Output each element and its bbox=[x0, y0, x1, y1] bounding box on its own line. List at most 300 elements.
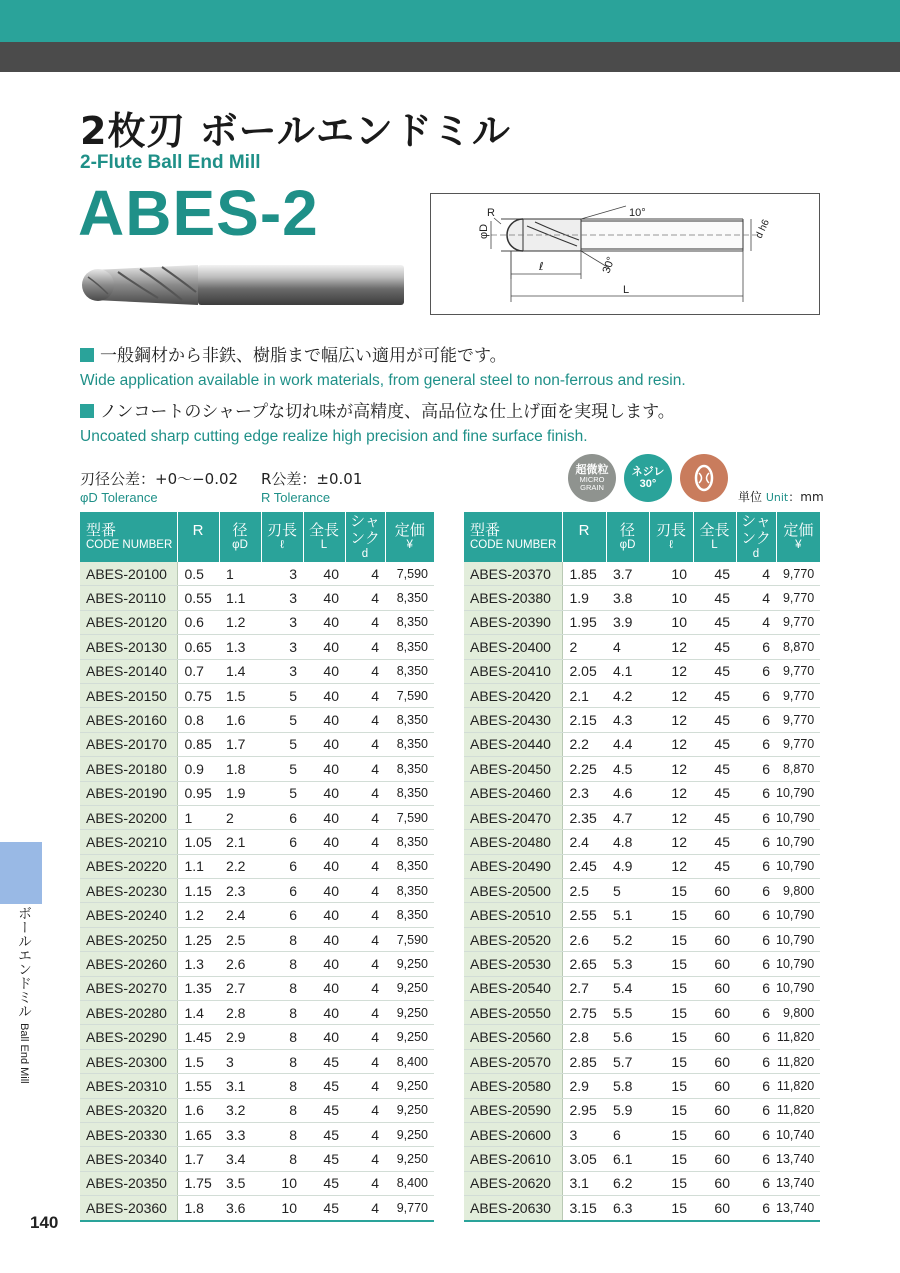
cell-flute-length: 10 bbox=[649, 562, 693, 586]
cell-flute-length: 6 bbox=[261, 830, 303, 854]
column-header-jp: 全長 bbox=[699, 521, 730, 539]
cell-price: 8,350 bbox=[385, 732, 434, 756]
cell-flute-length: 3 bbox=[261, 586, 303, 610]
cell-price: 9,250 bbox=[385, 1074, 434, 1098]
cell-shank: 4 bbox=[345, 854, 385, 878]
cell-radius: 1.65 bbox=[177, 1122, 219, 1146]
cell-code: ABES-20290 bbox=[80, 1025, 177, 1049]
cell-diameter: 1.7 bbox=[219, 732, 261, 756]
cell-radius: 0.65 bbox=[177, 635, 219, 659]
table-row bbox=[80, 1147, 434, 1171]
cell-overall-length: 45 bbox=[693, 805, 736, 829]
diameter-tolerance-en: φD Tolerance bbox=[80, 490, 158, 505]
cell-radius: 0.5 bbox=[177, 562, 219, 586]
cell-shank: 6 bbox=[736, 1196, 776, 1221]
cell-overall-length: 40 bbox=[303, 781, 345, 805]
table-row bbox=[464, 952, 820, 976]
cell-diameter: 6.2 bbox=[606, 1171, 649, 1195]
cell-diameter: 5.6 bbox=[606, 1025, 649, 1049]
feature-1 bbox=[80, 341, 686, 390]
column-header-jp: 定価 bbox=[783, 521, 814, 539]
cell-shank: 4 bbox=[345, 805, 385, 829]
cell-shank: 4 bbox=[345, 1049, 385, 1073]
column-header-jp: 径 bbox=[619, 521, 635, 539]
cell-overall-length: 40 bbox=[303, 903, 345, 927]
column-header-en bbox=[178, 539, 219, 552]
cell-diameter: 4.2 bbox=[606, 683, 649, 707]
cell-shank: 4 bbox=[345, 1122, 385, 1146]
cell-overall-length: 40 bbox=[303, 659, 345, 683]
table-body bbox=[80, 562, 434, 1221]
column-header-jp: R bbox=[578, 521, 590, 539]
cell-price: 9,770 bbox=[776, 610, 820, 634]
cell-radius: 2.8 bbox=[562, 1025, 606, 1049]
cell-flute-length: 3 bbox=[261, 610, 303, 634]
page-number: 140 bbox=[30, 1213, 59, 1232]
cell-overall-length: 45 bbox=[303, 1171, 345, 1195]
cell-overall-length: 45 bbox=[693, 854, 736, 878]
uncoated-material-icon bbox=[689, 463, 719, 493]
cell-price: 9,770 bbox=[776, 683, 820, 707]
cell-shank: 4 bbox=[736, 586, 776, 610]
header-band-gray bbox=[0, 42, 900, 72]
cell-diameter: 5 bbox=[606, 879, 649, 903]
cell-price: 7,590 bbox=[385, 683, 434, 707]
cell-code: ABES-20260 bbox=[80, 952, 177, 976]
cell-price: 10,790 bbox=[776, 927, 820, 951]
cell-price: 9,250 bbox=[385, 952, 434, 976]
cell-flute-length: 8 bbox=[261, 952, 303, 976]
cell-diameter: 4.8 bbox=[606, 830, 649, 854]
cell-code: ABES-20580 bbox=[464, 1074, 562, 1098]
diagram-label-shank: d h6 bbox=[753, 217, 772, 241]
table-row bbox=[464, 805, 820, 829]
table-row bbox=[464, 903, 820, 927]
table-row bbox=[80, 708, 434, 732]
cell-radius: 1.4 bbox=[177, 1001, 219, 1025]
cell-code: ABES-20420 bbox=[464, 683, 562, 707]
product-model: ABES-2 bbox=[78, 177, 319, 249]
cell-code: ABES-20190 bbox=[80, 781, 177, 805]
cell-code: ABES-20410 bbox=[464, 659, 562, 683]
cell-shank: 4 bbox=[345, 830, 385, 854]
cell-flute-length: 15 bbox=[649, 1074, 693, 1098]
column-header-jp: R bbox=[192, 521, 204, 539]
cell-flute-length: 12 bbox=[649, 732, 693, 756]
micro-grain-badge-jp: 超微粒 bbox=[575, 463, 609, 477]
table-row bbox=[464, 854, 820, 878]
cell-radius: 2.05 bbox=[562, 659, 606, 683]
micro-grain-badge-icon bbox=[568, 454, 616, 502]
cell-flute-length: 10 bbox=[261, 1196, 303, 1221]
column-header-en: d bbox=[752, 547, 760, 560]
cell-price: 11,820 bbox=[776, 1074, 820, 1098]
table-row bbox=[80, 781, 434, 805]
cell-flute-length: 12 bbox=[649, 659, 693, 683]
helix-angle-badge-value: 30° bbox=[639, 478, 657, 490]
cell-code: ABES-20400 bbox=[464, 635, 562, 659]
cell-diameter: 2.1 bbox=[219, 830, 261, 854]
cell-diameter: 3.5 bbox=[219, 1171, 261, 1195]
cell-overall-length: 60 bbox=[693, 1196, 736, 1221]
end-mill-image bbox=[78, 262, 408, 310]
cell-radius: 1.85 bbox=[562, 562, 606, 586]
table-row bbox=[464, 1074, 820, 1098]
cell-price: 8,350 bbox=[385, 635, 434, 659]
cell-diameter: 1.9 bbox=[219, 781, 261, 805]
cell-flute-length: 15 bbox=[649, 927, 693, 951]
cell-diameter: 1.3 bbox=[219, 635, 261, 659]
column-header bbox=[464, 512, 562, 562]
cell-code: ABES-20270 bbox=[80, 976, 177, 1000]
cell-overall-length: 60 bbox=[693, 927, 736, 951]
table-row bbox=[464, 1171, 820, 1195]
cell-code: ABES-20220 bbox=[80, 854, 177, 878]
unit-note bbox=[738, 488, 824, 505]
cell-flute-length: 8 bbox=[261, 1025, 303, 1049]
cell-diameter: 5.5 bbox=[606, 1001, 649, 1025]
cell-flute-length: 6 bbox=[261, 805, 303, 829]
cell-radius: 0.6 bbox=[177, 610, 219, 634]
cell-diameter: 1 bbox=[219, 562, 261, 586]
cell-diameter: 3.8 bbox=[606, 586, 649, 610]
cell-radius: 2.7 bbox=[562, 976, 606, 1000]
cell-shank: 4 bbox=[345, 879, 385, 903]
cell-radius: 1.3 bbox=[177, 952, 219, 976]
cell-shank: 4 bbox=[345, 927, 385, 951]
column-header bbox=[261, 512, 303, 562]
cell-diameter: 3.4 bbox=[219, 1147, 261, 1171]
cell-radius: 0.75 bbox=[177, 683, 219, 707]
table-row bbox=[464, 635, 820, 659]
cell-shank: 6 bbox=[736, 732, 776, 756]
diagram-label-angle-10: 10° bbox=[629, 207, 646, 219]
cell-price: 8,400 bbox=[385, 1171, 434, 1195]
cell-price: 9,770 bbox=[776, 562, 820, 586]
column-header-en: L bbox=[711, 539, 718, 552]
cell-radius: 2.1 bbox=[562, 683, 606, 707]
table-row bbox=[80, 1196, 434, 1221]
cell-radius: 1.45 bbox=[177, 1025, 219, 1049]
cell-flute-length: 6 bbox=[261, 879, 303, 903]
cell-radius: 2.45 bbox=[562, 854, 606, 878]
cell-radius: 0.95 bbox=[177, 781, 219, 805]
cell-shank: 4 bbox=[345, 1001, 385, 1025]
cell-price: 10,790 bbox=[776, 976, 820, 1000]
radius-tolerance-jp: R公差：±0.01 bbox=[261, 470, 363, 488]
cell-radius: 2.3 bbox=[562, 781, 606, 805]
micro-grain-badge-en-2: GRAIN bbox=[580, 482, 604, 492]
bullet-square-icon bbox=[80, 348, 94, 362]
table-row bbox=[464, 1025, 820, 1049]
cell-flute-length: 5 bbox=[261, 683, 303, 707]
cell-overall-length: 45 bbox=[693, 781, 736, 805]
cell-overall-length: 40 bbox=[303, 927, 345, 951]
cell-diameter: 2.8 bbox=[219, 1001, 261, 1025]
cell-overall-length: 40 bbox=[303, 708, 345, 732]
cell-flute-length: 12 bbox=[649, 805, 693, 829]
column-header bbox=[693, 512, 736, 562]
cell-shank: 6 bbox=[736, 708, 776, 732]
table-row bbox=[80, 562, 434, 586]
cell-price: 11,820 bbox=[776, 1049, 820, 1073]
cell-radius: 2.25 bbox=[562, 757, 606, 781]
cell-flute-length: 3 bbox=[261, 562, 303, 586]
cell-code: ABES-20150 bbox=[80, 683, 177, 707]
feature-2-jp: ノンコートのシャープな切れ味が高精度、高品位な仕上げ面を実現します。 bbox=[100, 402, 675, 422]
cell-price: 8,350 bbox=[385, 757, 434, 781]
cell-diameter: 3.9 bbox=[606, 610, 649, 634]
table-row bbox=[80, 586, 434, 610]
table-row bbox=[80, 1074, 434, 1098]
cell-overall-length: 45 bbox=[303, 1122, 345, 1146]
feature-2-en: Uncoated sharp cutting edge realize high precision and fine surface finish. bbox=[80, 428, 588, 445]
cell-flute-length: 15 bbox=[649, 1098, 693, 1122]
diagram-label-angle-30: 30° bbox=[600, 255, 618, 276]
cell-radius: 0.8 bbox=[177, 708, 219, 732]
cell-code: ABES-20610 bbox=[464, 1147, 562, 1171]
table-row bbox=[464, 683, 820, 707]
cell-code: ABES-20110 bbox=[80, 586, 177, 610]
cell-diameter: 2.3 bbox=[219, 879, 261, 903]
cell-overall-length: 60 bbox=[693, 1049, 736, 1073]
cell-radius: 1.05 bbox=[177, 830, 219, 854]
column-header-en: CODE NUMBER bbox=[86, 539, 173, 552]
cell-flute-length: 15 bbox=[649, 1171, 693, 1195]
table-row bbox=[80, 1171, 434, 1195]
cell-diameter: 1.2 bbox=[219, 610, 261, 634]
table-row bbox=[464, 610, 820, 634]
cell-radius: 2.95 bbox=[562, 1098, 606, 1122]
table-row bbox=[80, 1098, 434, 1122]
cell-diameter: 5.9 bbox=[606, 1098, 649, 1122]
cell-radius: 2.2 bbox=[562, 732, 606, 756]
cell-price: 9,800 bbox=[776, 879, 820, 903]
table-row bbox=[464, 1196, 820, 1221]
radius-tolerance bbox=[261, 468, 362, 505]
cell-price: 9,250 bbox=[385, 976, 434, 1000]
column-header-en: φD bbox=[232, 539, 248, 552]
cell-radius: 0.9 bbox=[177, 757, 219, 781]
cell-radius: 2.55 bbox=[562, 903, 606, 927]
cell-diameter: 2 bbox=[219, 805, 261, 829]
cell-overall-length: 60 bbox=[693, 1122, 736, 1146]
cell-shank: 4 bbox=[736, 562, 776, 586]
cell-overall-length: 60 bbox=[693, 952, 736, 976]
cell-diameter: 2.6 bbox=[219, 952, 261, 976]
cell-diameter: 3.3 bbox=[219, 1122, 261, 1146]
cell-code: ABES-20120 bbox=[80, 610, 177, 634]
cell-shank: 4 bbox=[736, 610, 776, 634]
cell-flute-length: 3 bbox=[261, 659, 303, 683]
table-row bbox=[80, 903, 434, 927]
cell-flute-length: 12 bbox=[649, 683, 693, 707]
cell-shank: 6 bbox=[736, 830, 776, 854]
cell-overall-length: 45 bbox=[693, 757, 736, 781]
cell-price: 8,400 bbox=[385, 1049, 434, 1073]
cell-diameter: 4 bbox=[606, 635, 649, 659]
cell-code: ABES-20170 bbox=[80, 732, 177, 756]
spec-table-right bbox=[464, 512, 820, 1222]
cell-price: 10,790 bbox=[776, 830, 820, 854]
cell-diameter: 5.8 bbox=[606, 1074, 649, 1098]
cell-radius: 1.9 bbox=[562, 586, 606, 610]
cell-price: 8,350 bbox=[385, 781, 434, 805]
table-row bbox=[80, 830, 434, 854]
table-row bbox=[80, 879, 434, 903]
cell-price: 9,800 bbox=[776, 1001, 820, 1025]
helix-angle-badge-icon bbox=[624, 454, 672, 502]
cell-shank: 6 bbox=[736, 1074, 776, 1098]
cell-diameter: 5.4 bbox=[606, 976, 649, 1000]
cell-diameter: 1.5 bbox=[219, 683, 261, 707]
column-header bbox=[562, 512, 606, 562]
cell-code: ABES-20490 bbox=[464, 854, 562, 878]
cell-shank: 4 bbox=[345, 976, 385, 1000]
cell-overall-length: 40 bbox=[303, 805, 345, 829]
cell-code: ABES-20450 bbox=[464, 757, 562, 781]
section-side-tab bbox=[0, 842, 42, 904]
column-header bbox=[385, 512, 434, 562]
cell-code: ABES-20370 bbox=[464, 562, 562, 586]
cell-flute-length: 5 bbox=[261, 781, 303, 805]
cell-flute-length: 15 bbox=[649, 1122, 693, 1146]
cell-price: 8,870 bbox=[776, 635, 820, 659]
cell-shank: 4 bbox=[345, 586, 385, 610]
cell-radius: 1 bbox=[177, 805, 219, 829]
cell-shank: 4 bbox=[345, 1074, 385, 1098]
cell-overall-length: 40 bbox=[303, 610, 345, 634]
cell-radius: 2.35 bbox=[562, 805, 606, 829]
cell-code: ABES-20510 bbox=[464, 903, 562, 927]
cell-flute-length: 15 bbox=[649, 1001, 693, 1025]
cell-shank: 6 bbox=[736, 683, 776, 707]
cell-diameter: 2.5 bbox=[219, 927, 261, 951]
cell-radius: 1.1 bbox=[177, 854, 219, 878]
column-header-en: φD bbox=[619, 539, 636, 552]
cell-price: 10,790 bbox=[776, 805, 820, 829]
cell-price: 13,740 bbox=[776, 1196, 820, 1221]
column-header-jp: 刃長 bbox=[655, 521, 686, 539]
table-row bbox=[80, 757, 434, 781]
cell-code: ABES-20380 bbox=[464, 586, 562, 610]
table-row bbox=[80, 683, 434, 707]
cell-overall-length: 60 bbox=[693, 879, 736, 903]
cell-code: ABES-20620 bbox=[464, 1171, 562, 1195]
cell-code: ABES-20600 bbox=[464, 1122, 562, 1146]
unit-value: ：mm bbox=[788, 490, 824, 504]
cell-code: ABES-20160 bbox=[80, 708, 177, 732]
cell-diameter: 2.4 bbox=[219, 903, 261, 927]
cell-code: ABES-20340 bbox=[80, 1147, 177, 1171]
column-header-jp: 径 bbox=[232, 521, 248, 539]
cell-overall-length: 45 bbox=[693, 708, 736, 732]
cell-overall-length: 45 bbox=[303, 1098, 345, 1122]
column-header-en: ¥ bbox=[795, 539, 802, 552]
spec-table-left bbox=[80, 512, 434, 1222]
cell-price: 13,740 bbox=[776, 1147, 820, 1171]
cell-code: ABES-20560 bbox=[464, 1025, 562, 1049]
column-header-en bbox=[563, 539, 606, 552]
cell-overall-length: 60 bbox=[693, 1171, 736, 1195]
table-row bbox=[464, 830, 820, 854]
cell-diameter: 5.3 bbox=[606, 952, 649, 976]
cell-diameter: 3 bbox=[219, 1049, 261, 1073]
cell-overall-length: 40 bbox=[303, 1001, 345, 1025]
column-header bbox=[303, 512, 345, 562]
cell-price: 7,590 bbox=[385, 562, 434, 586]
column-header-jp: 型番 bbox=[86, 521, 117, 539]
cell-radius: 2.85 bbox=[562, 1049, 606, 1073]
table-row bbox=[464, 757, 820, 781]
cell-overall-length: 45 bbox=[693, 830, 736, 854]
table-row bbox=[464, 708, 820, 732]
cell-diameter: 2.2 bbox=[219, 854, 261, 878]
cell-shank: 4 bbox=[345, 1196, 385, 1221]
column-header bbox=[219, 512, 261, 562]
column-header-en: CODE NUMBER bbox=[470, 539, 557, 552]
table-row bbox=[80, 1025, 434, 1049]
column-header bbox=[736, 512, 776, 562]
table-row bbox=[464, 976, 820, 1000]
cell-overall-length: 45 bbox=[693, 683, 736, 707]
cell-code: ABES-20320 bbox=[80, 1098, 177, 1122]
cell-shank: 6 bbox=[736, 1025, 776, 1049]
cell-price: 8,350 bbox=[385, 854, 434, 878]
column-header-jp: 刃長 bbox=[266, 521, 297, 539]
cell-code: ABES-20200 bbox=[80, 805, 177, 829]
cell-flute-length: 8 bbox=[261, 1074, 303, 1098]
cell-overall-length: 60 bbox=[693, 1001, 736, 1025]
cell-code: ABES-20240 bbox=[80, 903, 177, 927]
unit-label-en: Unit bbox=[765, 491, 789, 504]
cell-diameter: 1.8 bbox=[219, 757, 261, 781]
cell-flute-length: 12 bbox=[649, 708, 693, 732]
cell-diameter: 5.7 bbox=[606, 1049, 649, 1073]
cell-overall-length: 40 bbox=[303, 830, 345, 854]
cell-diameter: 2.9 bbox=[219, 1025, 261, 1049]
cell-shank: 4 bbox=[345, 1025, 385, 1049]
cell-radius: 2.9 bbox=[562, 1074, 606, 1098]
cell-shank: 4 bbox=[345, 635, 385, 659]
cell-flute-length: 8 bbox=[261, 1122, 303, 1146]
cell-flute-length: 8 bbox=[261, 927, 303, 951]
column-header bbox=[649, 512, 693, 562]
cell-price: 10,790 bbox=[776, 854, 820, 878]
cell-diameter: 1.1 bbox=[219, 586, 261, 610]
cell-radius: 2.5 bbox=[562, 879, 606, 903]
table-row bbox=[80, 732, 434, 756]
cell-flute-length: 15 bbox=[649, 976, 693, 1000]
cell-code: ABES-20530 bbox=[464, 952, 562, 976]
cell-shank: 4 bbox=[345, 952, 385, 976]
table-row bbox=[80, 976, 434, 1000]
column-header-en: ℓ bbox=[280, 539, 284, 552]
table-row bbox=[80, 952, 434, 976]
cell-flute-length: 5 bbox=[261, 708, 303, 732]
table-row bbox=[464, 1147, 820, 1171]
table-row bbox=[80, 610, 434, 634]
product-title-en: 2-Flute Ball End Mill bbox=[80, 152, 261, 173]
column-header bbox=[606, 512, 649, 562]
cell-flute-length: 10 bbox=[261, 1171, 303, 1195]
cell-flute-length: 15 bbox=[649, 1025, 693, 1049]
cell-shank: 4 bbox=[345, 562, 385, 586]
column-header-jp: 全長 bbox=[308, 521, 339, 539]
cell-overall-length: 40 bbox=[303, 879, 345, 903]
cell-diameter: 3.6 bbox=[219, 1196, 261, 1221]
cell-shank: 4 bbox=[345, 903, 385, 927]
